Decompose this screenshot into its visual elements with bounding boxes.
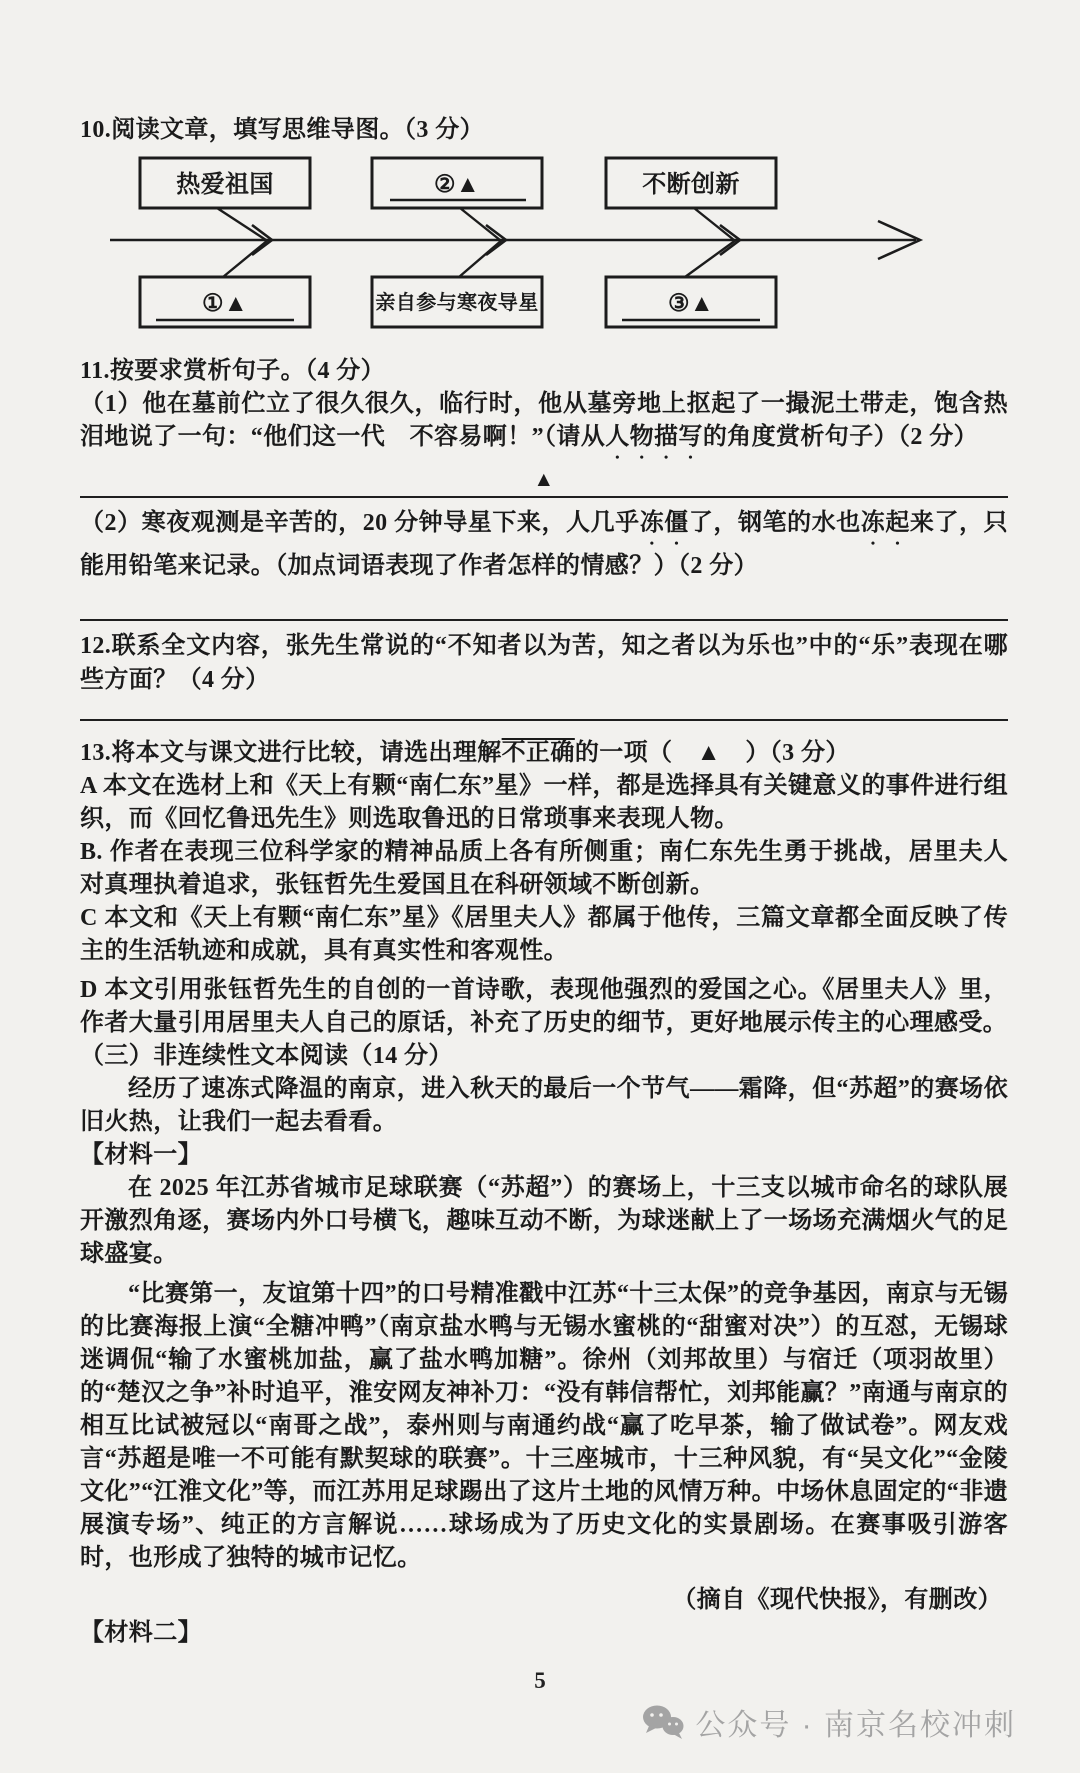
diagram-ribs bbox=[217, 208, 736, 277]
page-content bbox=[80, 0, 1008, 1650]
q13-stem-seg1: 13.将本文与课文进行比较，请选出理解 bbox=[80, 740, 502, 766]
watermark-text: 公众号 · 南京名校冲刺 bbox=[695, 1709, 1016, 1742]
q12-answer-line bbox=[80, 697, 1008, 721]
q11-part1-answer-line bbox=[80, 464, 1008, 498]
q11-part1-seg1: （1）他在墓前伫立了很久很久，临行时，他从墓旁地上抠起了一撮泥土带走，饱含热泪地说了一句：“他们这一代 不容易啊！”（请从 bbox=[80, 391, 1008, 450]
section3-heading: （三）非连续性文本阅读（14 分） bbox=[80, 1043, 453, 1069]
q13-option-d: D 本文引用张钰哲先生的自创的一首诗歌，表现他强烈的爱国之心。《居里夫人》里，作者大量引用居里夫人自己的原话，补充了历史的细节，更好地展示传主的心理感受。 bbox=[80, 977, 1008, 1036]
q11-part2-dotted-words-2: 冻起 bbox=[860, 510, 910, 536]
diagram-label-top-1: 热爱祖国 bbox=[176, 172, 274, 198]
q13-stem-seg2: 的一项（ ▲ ）（3 分） bbox=[574, 740, 850, 766]
material1-source: （摘自《现代快报》，有删改） bbox=[672, 1587, 1002, 1613]
spine-arrow bbox=[110, 221, 920, 259]
material1-paragraph-2: “比赛第一，友谊第十四”的口号精准戳中江苏“十三太保”的竞争基因，南京与无锡的比赛海报上演“全糖冲鸭”（南京盐水鸭与无锡水蜜桃的“甜蜜对决”）的互怼，无锡球迷调侃“输了水蜜桃加盐，赢了盐水鸭加糖”。徐州（刘邦故里）与宿迁（项羽故里）的“楚汉之争”补时追平，淮安网友神补刀：“没有韩信帮忙，刘邦能赢？”南通与南京的相互比试被冠以“南哥之战”，泰州则与南通约战“赢了吃早茶，输了做试卷”。网友戏言“苏超是唯一不可能有默契球的联赛”。十三座城市，十三种风貌，有“吴文化”“金陵文化”“江淮文化”等，而江苏用足球踢出了这片土地的风情万种。中场休息固定的“非遗展演专场”、纯正的方言解说……球场成为了历史文化的实景剧场。在赛事吸引游客时，也形成了独特的城市记忆。 bbox=[80, 1281, 1008, 1571]
fishbone-diagram bbox=[80, 155, 1008, 330]
wechat-icon bbox=[641, 1704, 685, 1740]
q11-part1-seg2: 的角度赏析句子）（2 分） bbox=[702, 424, 979, 450]
q13-stem bbox=[80, 737, 1008, 770]
q11-part2-seg3: 来了，只能用铅笔来记录。（加点词语表现了作者怎样的情感？）（2 分） bbox=[80, 510, 1008, 579]
material1-paragraph-1: 在 2025 年江苏省城市足球联赛（“苏超”）的赛场上，十三支以城市命名的球队展开激烈角逐，赛场内外口号横飞，趣味互动不断，为球迷献上了一场场充满烟火气的足球盛宴。 bbox=[80, 1175, 1008, 1267]
q10-heading: 10.阅读文章，填写思维导图。（3 分） bbox=[80, 117, 484, 143]
diagram-label-bottom-3: ③▲ bbox=[667, 291, 715, 317]
material2-label: 【材料二】 bbox=[80, 1620, 202, 1646]
diagram-label-bottom-2: 亲自参与寒夜导星 bbox=[375, 292, 539, 314]
q11-part1-sentence bbox=[80, 388, 1008, 464]
q11-part2-dotted-words-1: 冻僵 bbox=[639, 510, 689, 536]
material1-label: 【材料一】 bbox=[80, 1142, 202, 1168]
page-number: 5 bbox=[534, 1668, 546, 1693]
watermark bbox=[641, 1700, 1016, 1744]
q13-option-a: A 本文在选材上和《天上有颗“南仁东”星》一样，都是选择具有关键意义的事件进行组织，而《回忆鲁迅先生》则选取鲁迅的日常琐事来表现人物。 bbox=[80, 773, 1008, 832]
q13-option-b: B. 作者在表现三位科学家的精神品质上各有所侧重；南仁东先生勇于挑战，居里夫人对真理执着追求，张钰哲先生爱国且在科研领域不断创新。 bbox=[80, 839, 1008, 898]
q12-text: 12.联系全文内容，张先生常说的“不知者以为苦，知之者以为乐也”中的“乐”表现在哪些方面？（4 分） bbox=[80, 633, 1008, 693]
q13-stem-marked-words: 不正确 bbox=[501, 740, 575, 766]
q11-part2-answer-line bbox=[80, 583, 1008, 621]
diagram-label-top-2: ②▲ bbox=[433, 172, 481, 198]
q11-part2-seg1: （2）寒夜观测是辛苦的，20 分钟导星下来，人几乎 bbox=[80, 510, 640, 536]
answer-triangle-marker: ▲ bbox=[533, 467, 555, 491]
q13-option-c: C 本文和《天上有颗“南仁东”星》《居里夫人》都属于他传，三篇文章都全面反映了传主的生活轨迹和成就，具有真实性和客观性。 bbox=[80, 905, 1008, 964]
diagram-label-bottom-1: ①▲ bbox=[201, 291, 249, 317]
diagram-label-top-3: 不断创新 bbox=[642, 172, 740, 198]
q11-part1-dotted-words: 人物描写 bbox=[605, 424, 703, 450]
q11-part2-sentence bbox=[80, 507, 1008, 583]
q11-part2-seg2: 了，钢笔的水也 bbox=[688, 510, 861, 536]
section3-intro: 经历了速冻式降温的南京，进入秋天的最后一个节气——霜降，但“苏超”的赛场依旧火热，让我们一起去看看。 bbox=[80, 1076, 1008, 1135]
q11-heading: 11.按要求赏析句子。（4 分） bbox=[80, 358, 386, 384]
